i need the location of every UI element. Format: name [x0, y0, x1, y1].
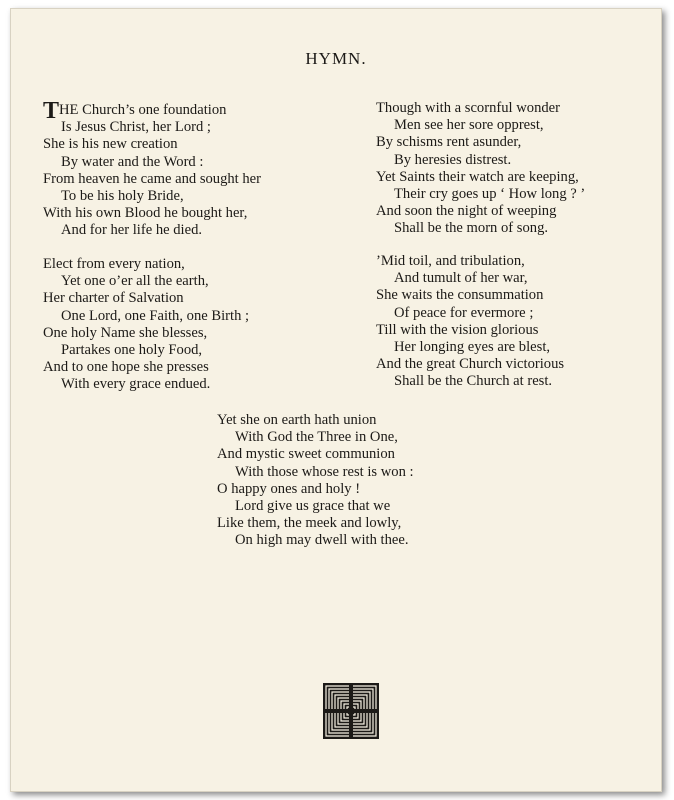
stanza-line: And to one hope she presses: [43, 359, 209, 376]
stanza-line: With those whose rest is won :: [235, 463, 414, 480]
stanza-line: Like them, the meek and lowly,: [217, 515, 402, 532]
stanza-line: Is Jesus Christ, her Lord ;: [61, 119, 211, 136]
stanza-line: Of peace for evermore ;: [394, 304, 534, 321]
stanza-line: She is his new creation: [43, 136, 178, 153]
stanza-line: Shall be the Church at rest.: [394, 373, 553, 390]
stanza-line: One holy Name she blesses,: [43, 324, 208, 341]
stanza-line: By schisms rent asunder,: [376, 134, 522, 151]
page-title: HYMN.: [305, 49, 367, 68]
stanza-line: ’Mid toil, and tribulation,: [376, 253, 525, 269]
stanza-line: Shall be the morn of song.: [394, 220, 549, 237]
stanza-5: [217, 412, 414, 550]
stanza-4: [376, 253, 564, 391]
stanza-line: By heresies distrest.: [394, 151, 512, 168]
cross-pattern-icon: [323, 683, 379, 739]
stanza-line: Her charter of Salvation: [43, 290, 184, 307]
stanza-line: Yet she on earth hath union: [217, 412, 377, 428]
stanza-line: Though with a scornful wonder: [376, 100, 561, 116]
drop-cap: T: [43, 98, 60, 124]
stanza-line: With his own Blood he bought her,: [43, 205, 248, 222]
stanza-line: And for her life he died.: [61, 222, 203, 239]
stanza-3: [376, 100, 585, 238]
stanza-line: By water and the Word :: [61, 153, 204, 170]
stanza-line: Lord give us grace that we: [235, 498, 391, 515]
stanza-line: From heaven he came and sought her: [43, 170, 262, 187]
stanza-line: Elect from every nation,: [43, 256, 185, 272]
stanza-line: One Lord, one Faith, one Birth ;: [61, 307, 250, 324]
stanza-line: She waits the consummation: [376, 287, 544, 304]
stanza-line: With every grace endued.: [61, 376, 211, 393]
stanza-line: With God the Three in One,: [235, 429, 398, 446]
stanza-2: [43, 256, 249, 394]
stanza-line: Till with the vision glorious: [376, 321, 539, 338]
stanza-line: Yet one o’er all the earth,: [61, 273, 209, 290]
stanza-line: And the great Church victorious: [376, 356, 565, 373]
stanza-line: O happy ones and holy !: [217, 480, 361, 497]
stanza-line: Yet Saints their watch are keeping,: [376, 168, 579, 185]
hymn-page: [10, 8, 662, 792]
stanza-line: On high may dwell with thee.: [235, 532, 409, 549]
stanza-line: Partakes one holy Food,: [61, 342, 203, 359]
stanza-line: And soon the night of weeping: [376, 203, 557, 220]
stanza-line: Her longing eyes are blest,: [394, 339, 551, 356]
stanza-line: And mystic sweet communion: [217, 446, 395, 463]
stanza-line: Their cry goes up ‘ How long ? ’: [394, 186, 586, 203]
stanza-1: [43, 98, 262, 240]
stanza-line: THE Church’s one foundation: [43, 98, 227, 124]
stanza-line: And tumult of her war,: [394, 270, 528, 287]
stanza-line: To be his holy Bride,: [61, 188, 184, 205]
stanza-line: Men see her sore opprest,: [394, 117, 544, 134]
